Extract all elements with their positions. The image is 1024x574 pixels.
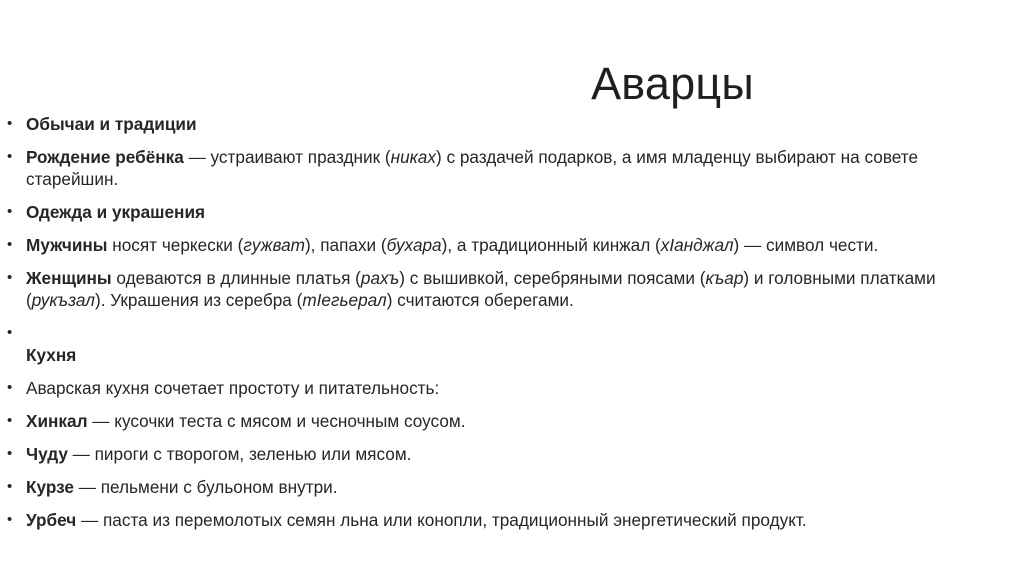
- bullet-icon: •: [7, 203, 13, 220]
- item-term: рукъзал: [31, 290, 95, 310]
- item-text: — пельмени с бульоном внутри.: [73, 477, 338, 497]
- list-item: [7, 146, 1007, 190]
- item-text: ) с раздачей подарков, а имя младенцу выбирают на совете старейшин.: [26, 147, 919, 189]
- list-item: [7, 113, 1007, 135]
- bullet-icon: •: [7, 412, 13, 429]
- item-term: хIанджал: [660, 235, 734, 255]
- list-item: [7, 201, 1007, 223]
- list-item: [7, 377, 1007, 399]
- item-text: ) и головными платками (: [26, 268, 936, 310]
- item-text: — паста из перемолотых семян льна или конопли, традиционный энергетический продукт.: [76, 510, 807, 530]
- list-item: [7, 476, 1007, 498]
- item-text: одеваются в длинные платья (: [111, 268, 361, 288]
- item-heading: Хинкал: [26, 411, 88, 431]
- item-term: тIегьерал: [302, 290, 387, 310]
- slide-title: Аварцы: [591, 58, 754, 109]
- item-term: къар: [705, 268, 744, 288]
- item-term: рахъ: [360, 268, 400, 288]
- item-text: Аварская кухня сочетает простоту и питательность:: [26, 378, 440, 398]
- item-text: ), папахи (: [304, 235, 387, 255]
- item-heading: Урбеч: [26, 510, 77, 530]
- item-heading: Курзе: [26, 477, 74, 497]
- list-item: [7, 443, 1007, 465]
- list-item: [7, 344, 1007, 366]
- item-text: ) с вышивкой, серебряными поясами (: [399, 268, 706, 288]
- item-text: ) — символ чести.: [733, 235, 879, 255]
- list-item: [7, 322, 1007, 344]
- item-text: — кусочки теста с мясом и чесночным соусом.: [87, 411, 466, 431]
- item-term: гужват: [243, 235, 305, 255]
- bullet-icon: •: [7, 324, 13, 341]
- item-heading: Женщины: [26, 268, 112, 288]
- item-text: — устраивают праздник (: [183, 147, 391, 167]
- bullet-icon: •: [7, 148, 13, 165]
- list-item: [7, 234, 1007, 256]
- item-heading: Обычаи и традиции: [26, 114, 197, 134]
- item-heading: Кухня: [26, 345, 77, 365]
- item-heading: Одежда и украшения: [26, 202, 206, 222]
- item-heading: Мужчины: [26, 235, 108, 255]
- item-text: — пироги с творогом, зеленью или мясом.: [67, 444, 412, 464]
- item-text: носят черкески (: [107, 235, 244, 255]
- bullet-icon: •: [7, 445, 13, 462]
- bullet-icon: •: [7, 478, 13, 495]
- item-text: ) считаются оберегами.: [386, 290, 574, 310]
- item-text: ). Украшения из серебра (: [94, 290, 303, 310]
- item-heading: Рождение ребёнка: [26, 147, 184, 167]
- list-item: [7, 509, 1007, 531]
- list-item: [7, 267, 1007, 311]
- item-term: никах: [390, 147, 436, 167]
- bullet-icon: •: [7, 511, 13, 528]
- bullet-icon: •: [7, 236, 13, 253]
- item-term: бухара: [386, 235, 442, 255]
- item-heading: Чуду: [26, 444, 68, 464]
- list-item: [7, 410, 1007, 432]
- bullet-icon: •: [7, 379, 13, 396]
- bullet-icon: •: [7, 269, 13, 286]
- bullet-list: [7, 113, 1007, 542]
- item-text: ), а традиционный кинжал (: [441, 235, 661, 255]
- bullet-icon: •: [7, 115, 13, 132]
